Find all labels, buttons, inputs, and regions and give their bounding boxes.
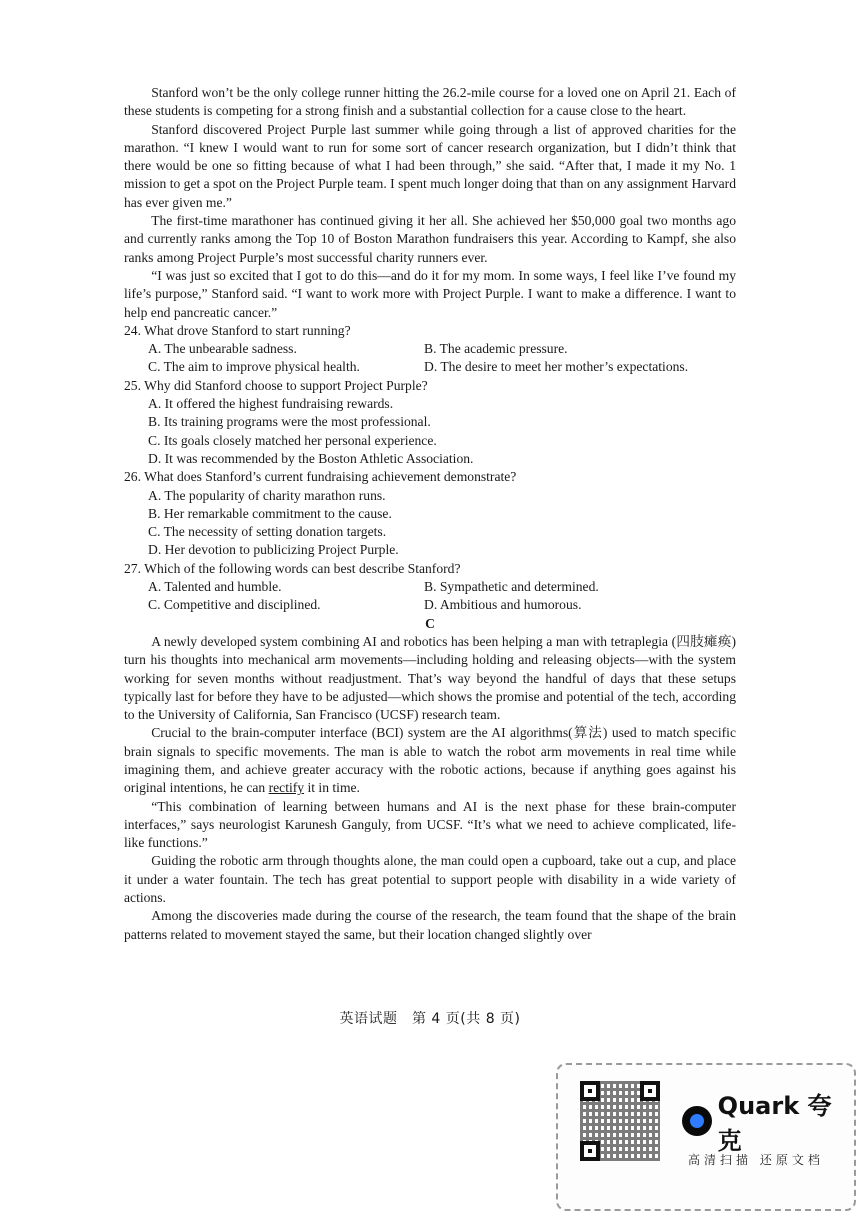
qr-code-icon bbox=[580, 1081, 660, 1161]
passage-text: Crucial to the brain-computer interface (BCI) system are the AI algorithms(算法) used to match specific brain signals to specific movements. The man is able to watch the robot arm movements in real time while imagining them, and achieve greater accuracy with the robotic actions, because if anything goes against his original intentions, he can bbox=[124, 725, 736, 796]
quark-logo-icon bbox=[682, 1106, 712, 1136]
passage-paragraph: Guiding the robotic arm through thoughts alone, the man could open a cupboard, take out a cup, and place it under a water fountain. The tech has great potential to support people with disability in a wide variety of actions. bbox=[124, 853, 736, 906]
option-b: B. Sympathetic and determined. bbox=[424, 579, 599, 595]
passage-paragraph: Among the discoveries made during the course of the research, the team found that the shape of the brain patterns related to movement stayed the same, but their location changed slightly over bbox=[124, 908, 736, 942]
question-stem: 25. Why did Stanford choose to support Project Purple? bbox=[124, 377, 428, 393]
option-row bbox=[148, 358, 736, 376]
option-b: B. Its training programs were the most professional. bbox=[148, 414, 431, 430]
question-stem: 27. Which of the following words can best describe Stanford? bbox=[124, 560, 461, 576]
underlined-word: rectify bbox=[268, 780, 305, 796]
option-d: D. It was recommended by the Boston Athletic Association. bbox=[148, 450, 474, 466]
option-c: C. Competitive and disciplined. bbox=[148, 597, 321, 613]
quark-tagline: 高清扫描 还原文档 bbox=[688, 1153, 824, 1167]
quark-watermark-box bbox=[556, 1063, 856, 1211]
option-b: B. Her remarkable commitment to the cause. bbox=[148, 505, 392, 521]
option-a: A. The unbearable sadness. bbox=[148, 341, 297, 357]
passage-text: it in time. bbox=[304, 780, 360, 796]
question-26 bbox=[124, 468, 736, 559]
passage-paragraph: “This combination of learning between humans and AI is the next phase for these brain-computer interfaces,” says neurologist Karunesh Ganguly, from UCSF. “It’s what we need to achieve complicated, life-like functions.” bbox=[124, 798, 736, 851]
option-a: A. Talented and humble. bbox=[148, 579, 282, 595]
section-heading-c: C bbox=[425, 615, 435, 631]
question-stem: 24. What drove Stanford to start running? bbox=[124, 322, 351, 338]
passage-paragraph: The first-time marathoner has continued giving it her all. She achieved her $50,000 goal two months ago and currently ranks among the Top 10 of Boston Marathon fundraisers this year. According to Kampf, she also ranks among Project Purple’s most successful charity runners ever. bbox=[124, 213, 736, 265]
quark-brand-name: Quark 夸克 bbox=[717, 1092, 832, 1155]
question-27 bbox=[124, 560, 736, 615]
passage-paragraph: A newly developed system combining AI and robotics has been helping a man with tetraplegia (四肢瘫痪) turn his thoughts into mechanical arm movements—including holding and releasing objects—with the system working for seven months without readjustment. That’s way beyond the handful of days that these setups typically last for before they have to be adjusted—which shows the promise and potential of the tech, according to the University of California, San Francisco (UCSF) research team. bbox=[124, 633, 736, 723]
exam-page-body bbox=[124, 84, 736, 944]
page-footer: 英语试题 第 4 页(共 8 页) bbox=[339, 1011, 521, 1027]
option-row bbox=[148, 596, 736, 614]
passage-paragraph: “I was just so excited that I got to do this—and do it for my mom. In some ways, I feel like I’ve found my life’s purpose,” Stanford said. “I want to work more with Project Purple. I want to make a difference. I want to help end pancreatic cancer.” bbox=[124, 267, 736, 320]
quark-brand bbox=[682, 1092, 854, 1155]
question-stem: 26. What does Stanford’s current fundraising achievement demonstrate? bbox=[124, 469, 517, 485]
option-row bbox=[148, 578, 736, 596]
question-24 bbox=[124, 322, 736, 377]
passage-paragraph: Stanford won’t be the only college runner hitting the 26.2-mile course for a loved one on April 21. Each of these students is competing for a strong finish and a substantial collection for a cause close to the heart. bbox=[124, 85, 736, 119]
option-d: D. The desire to meet her mother’s expectations. bbox=[424, 359, 689, 375]
option-d: D. Her devotion to publicizing Project Purple. bbox=[148, 542, 399, 558]
option-b: B. The academic pressure. bbox=[424, 341, 568, 357]
passage-paragraph: Stanford discovered Project Purple last summer while going through a list of approved charities for the marathon. “I knew I would want to run for some sort of cancer research organization, but I didn’t think that there would be one so fitting because of what I had been through,” she said. “After that, I made it my No. 1 mission to get a spot on the Project Purple team. I spent much longer doing that than on any assignment Harvard has ever given me.” bbox=[124, 121, 736, 210]
option-a: A. It offered the highest fundraising rewards. bbox=[148, 396, 394, 412]
option-a: A. The popularity of charity marathon runs. bbox=[148, 487, 386, 503]
option-c: C. Its goals closely matched her personal experience. bbox=[148, 432, 437, 448]
option-row bbox=[148, 340, 736, 358]
option-c: C. The necessity of setting donation targets. bbox=[148, 524, 387, 540]
passage-paragraph bbox=[124, 724, 736, 797]
question-25 bbox=[124, 377, 736, 468]
option-c: C. The aim to improve physical health. bbox=[148, 359, 360, 375]
option-d: D. Ambitious and humorous. bbox=[424, 597, 582, 613]
